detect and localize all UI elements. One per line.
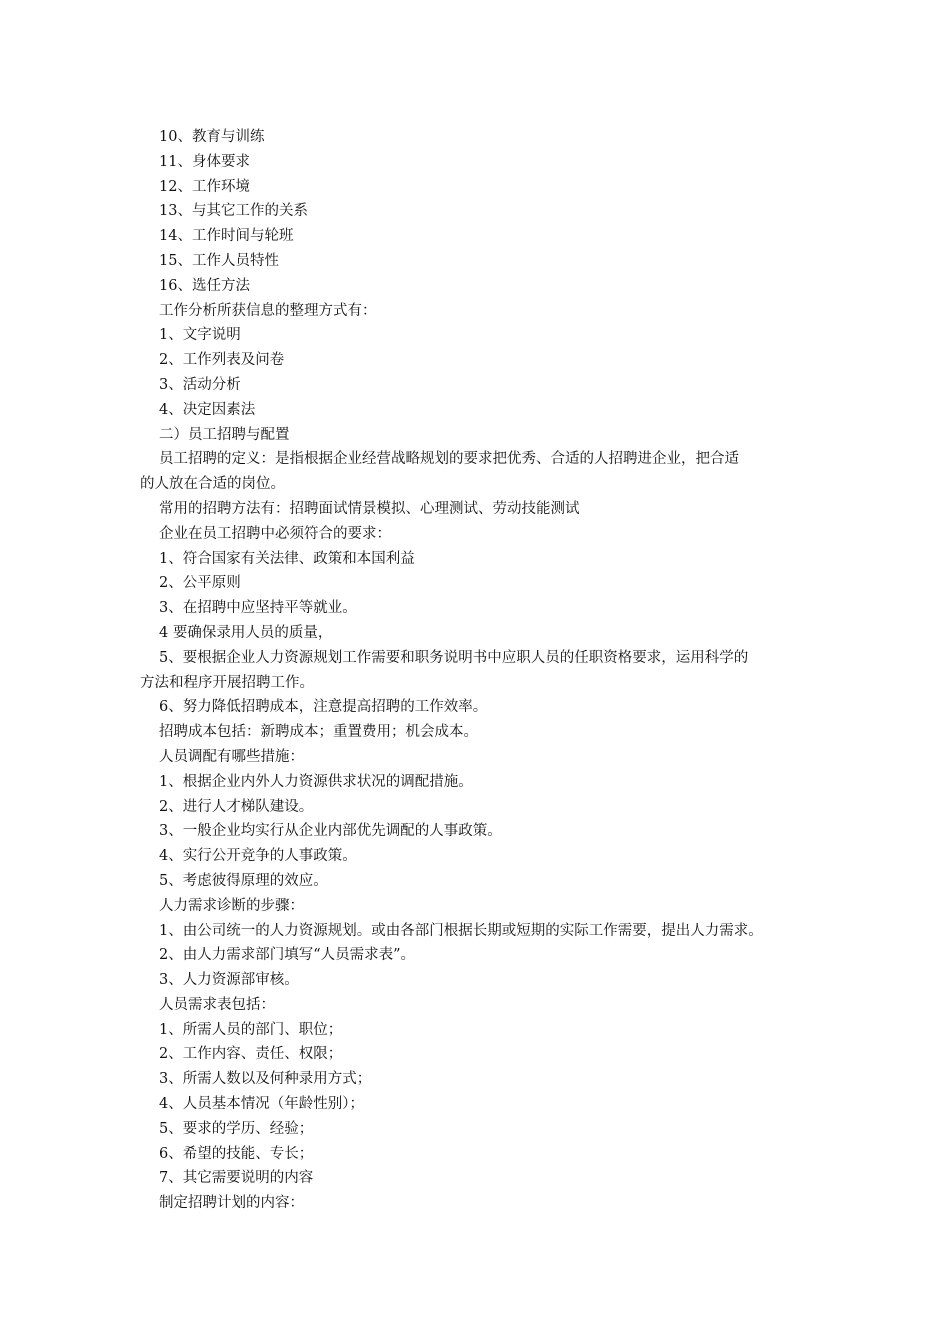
- text-line: 6、努力降低招聘成本，注意提高招聘的工作效率。: [159, 699, 488, 716]
- document-body: [140, 125, 820, 1216]
- text-line: 3、所需人数以及何种录用方式；: [159, 1071, 372, 1088]
- text-line: 5、要求的学历、经验；: [159, 1120, 314, 1137]
- text-line: 人力需求诊断的步骤：: [159, 897, 304, 914]
- text-line: 工作分析所获信息的整理方式有：: [159, 302, 377, 319]
- text-line: 10、教育与训练: [159, 129, 265, 145]
- text-line: 2、由人力需求部门填写“人员需求表”。: [159, 947, 416, 964]
- text-line-continuation: 的人放在合适的岗位。: [140, 476, 285, 493]
- text-line: 2、工作列表及问卷: [159, 352, 285, 369]
- text-line: 4 要确保录用人员的质量，: [159, 624, 333, 641]
- text-line: 1、根据企业内外人力资源供求状况的调配措施。: [159, 773, 473, 790]
- text-line: 7、其它需要说明的内容: [159, 1170, 314, 1187]
- text-line: 6、希望的技能、专长；: [159, 1145, 314, 1162]
- text-line: 制定招聘计划的内容：: [159, 1195, 304, 1212]
- text-line: 12、工作环境: [159, 178, 250, 195]
- text-line: 1、由公司统一的人力资源规划。或由各部门根据长期或短期的实际工作需要，提出人力需求。: [159, 922, 763, 939]
- text-line: 13、与其它工作的关系: [159, 203, 308, 220]
- text-line: 1、符合国家有关法律、政策和本国利益: [159, 550, 415, 567]
- text-line: 4、决定因素法: [159, 401, 256, 418]
- text-line: 14、工作时间与轮班: [159, 228, 294, 245]
- text-line: 招聘成本包括：新聘成本；重置费用；机会成本。: [159, 724, 478, 741]
- text-line: 16、选任方法: [159, 277, 250, 294]
- text-line: 4、实行公开竞争的人事政策。: [159, 848, 357, 865]
- text-line: 15、工作人员特性: [159, 252, 279, 269]
- text-line: 2、公平原则: [159, 575, 241, 592]
- text-line: 人员调配有哪些措施：: [159, 748, 304, 765]
- text-line: 2、工作内容、责任、权限；: [159, 1046, 343, 1063]
- text-line: 常用的招聘方法有：招聘面试情景模拟、心理测试、劳动技能测试: [159, 500, 580, 517]
- text-line: 11、身体要求: [159, 153, 250, 170]
- text-line: 3、一般企业均实行从企业内部优先调配的人事政策。: [159, 823, 502, 840]
- text-line: 1、所需人员的部门、职位；: [159, 1021, 343, 1038]
- text-line: 3、在招聘中应坚持平等就业。: [159, 600, 357, 617]
- text-line: 1、文字说明: [159, 327, 241, 344]
- text-line: 企业在员工招聘中必须符合的要求：: [159, 525, 391, 542]
- text-line: 5、考虑彼得原理的效应。: [159, 872, 328, 889]
- text-line: 4、人员基本情况（年龄性别）；: [159, 1096, 364, 1113]
- section-heading: 二）员工招聘与配置: [159, 426, 290, 443]
- text-line: 2、进行人才梯队建设。: [159, 798, 314, 815]
- text-line-continuation: 方法和程序开展招聘工作。: [140, 674, 314, 691]
- text-line: 5、要根据企业人力资源规划工作需要和职务说明书中应职人员的任职资格要求，运用科学的: [159, 649, 749, 666]
- text-line: 员工招聘的定义：是指根据企业经营战略规划的要求把优秀、合适的人招聘进企业，把合适: [159, 451, 739, 468]
- text-line: 人员需求表包括：: [159, 996, 275, 1013]
- text-line: 3、人力资源部审核。: [159, 972, 299, 989]
- text-line: 3、活动分析: [159, 376, 241, 393]
